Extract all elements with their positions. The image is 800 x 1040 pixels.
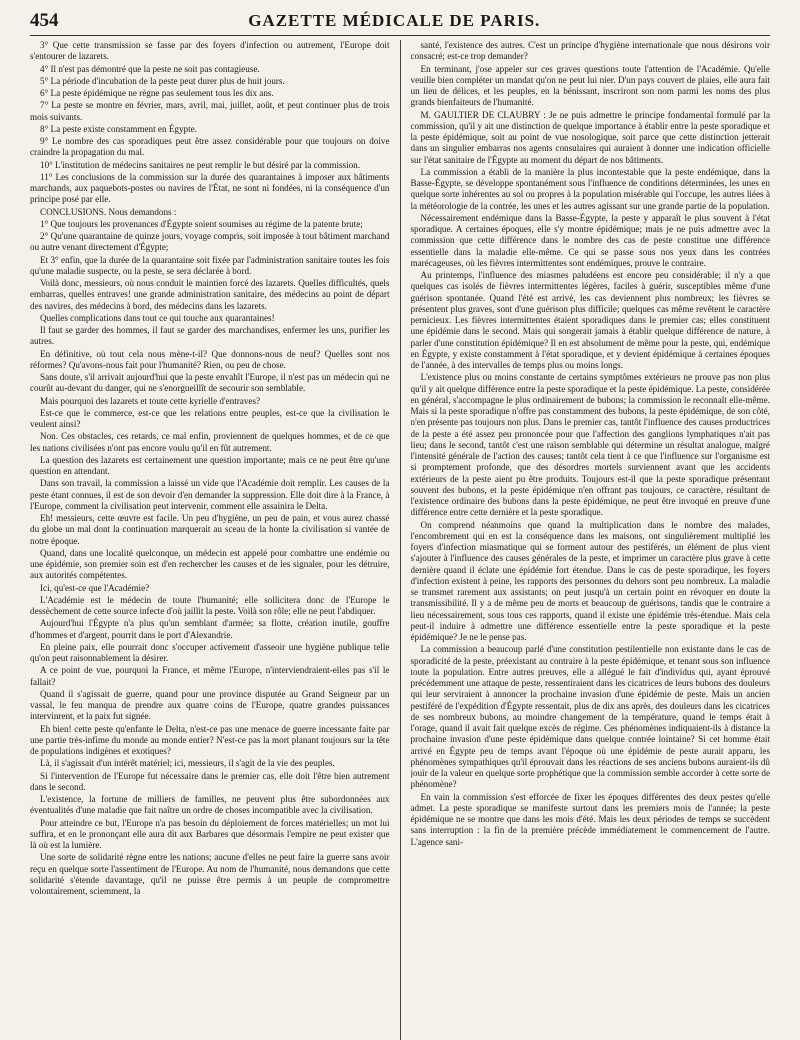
paragraph: Nécessairement endémique dans la Basse-Égypte, la peste y apparaît le plus souvent à l'état sporadique. A certaines époques, elle s'y montre épidémique; mais je ne puis admettre avec la commission que cette différence dans le nombre des cas de peste constitue une différence essentielle dans la maladie elle-même. Ce qui se passe sous nos yeux dans les contrées marécageuses, où les fièvres intermittentes sont endémiques, prouve le contraire. bbox=[410, 212, 770, 268]
paragraph: La commission a établi de la manière la plus incontestable que la peste endémique, dans la Basse-Égypte, se développe spontanément sous l'influence de conditions déterminées, les unes en quelque sorte inhérentes au sol ou propres à la population misérable qui l'occupe, les autres liées à la météorologie de la contrée, les unes et les autres agissant sur une grande partie de la population. bbox=[410, 166, 770, 211]
right-column bbox=[411, 40, 771, 1040]
paragraph: Eh! messieurs, cette œuvre est facile. Un peu d'hygiène, un peu de pain, et vous aurez chassé du globe un mal dont la continuation marquerait au sceau de la honte la civilisation si vantée de notre époque. bbox=[30, 513, 390, 546]
paragraph: 11° Les conclusions de la commission sur la durée des quarantaines à imposer aux bâtiments marchands, aux paquebots-postes ou navires de l'État, ne sont ni fondées, ni la conséquence d'un principe posé par elle. bbox=[30, 171, 390, 205]
paragraph: Sans doute, s'il arrivait aujourd'hui que la peste envahît l'Europe, il n'est pas un médecin qui ne courût au-devant du danger, qui ne s'enorgueillît de secourir son semblable. bbox=[30, 372, 390, 394]
paragraph: Et 3° enfin, que la durée de la quarantaine soit fixée par l'administration sanitaire toutes les fois qu'une maladie suspecte, ou la peste, se sera déclarée à bord. bbox=[30, 254, 390, 276]
paragraph: 5° La période d'incubation de la peste peut durer plus de huit jours. bbox=[40, 75, 285, 86]
paragraph: La commission a beaucoup parlé d'une constitution pestilentielle non existante dans le cas de sporadicité de la peste, préexistant au contraire à la peste épidémique, et tenant sous son influence toute la population. Entre autres preuves, elle a allégué le fait d'individus qui, ayant éprouvé précédemment une attaque de peste, ressentiraient dans les cicatrices de leurs bubons des douleurs qui leur serviraient à annoncer la prochaine invasion d'une épidémie de peste. Mais un ancien pestiféré de l'expédition d'Égypte ressentait, plus de dix ans après, des douleurs dans les cicatrices de ses nombreux bubons, au moindre changement de la température, quand le temps était à l'orage, quand il avait fait quelque excès de régime. Ces phénomènes indiquaient-ils à distance la prochaine invasion d'une peste épidémique dans quelque contrée lointaine? Si cet homme était arrivé en Égypte peu de temps avant l'époque où une épidémie de peste aurait apparu, les phénomènes sympathiques qu'il éprouvait dans les réactions de ses anciens bubons auraient-ils dû jouir de la valeur en quelque sorte prophétique que la commission semble accorder à cette sorte de phénomène? bbox=[410, 644, 770, 790]
text-columns bbox=[30, 40, 770, 1040]
paragraph: Ici, qu'est-ce que l'Académie? bbox=[40, 582, 150, 593]
paragraph: Non. Ces obstacles, ces retards, ce mal enfin, proviennent de quelques hommes, et de ce que les nations civilisées n'ont pas encore voulu qu'il en fût autrement. bbox=[30, 431, 390, 453]
paragraph: Eh bien! cette peste qu'enfante le Delta, n'est-ce pas une menace de guerre incessante faite par une partie très-infime du monde au monde entier? N'est-ce pas la mort planant toujours sur la tête de populations indigènes et exotiques? bbox=[30, 723, 390, 756]
journal-title: GAZETTE MÉDICALE DE PARIS. bbox=[248, 11, 541, 30]
paragraph: L'existence plus ou moins constante de certains symptômes extérieurs ne prouve pas non plus qu'il y ait quelque différence entre la peste sporadique et la peste épidémique. La peste, considérée en général, s'accompagne le plus ordinairement de bubons; la commission le reconnaît elle-même. Mais si la peste sporadique n'offre pas constamment des bubons, la peste épidémique, de son côté, n'en présente pas toujours non plus. Dans le premier cas, tantôt l'influence des causes productrices de la peste a été assez peu prononcée pour que l'affection des ganglions lymphatiques n'ait pas lieu; dans le second, tantôt c'est une raison semblable qui détermine un résultat analogue, malgré l'intensité générale de l'action des causes; tantôt cela tient à ce que l'influence sur l'organisme est si promptement profonde, que des désordres mortels surviennent avant que les accidents extérieurs de la peste aient pu être produits. Toujours est-il que la peste sporadique présentant souvent des bubons, et la peste épidémique n'en offrant pas toujours, ce caractère, résultant de l'existence ordinaire des bubons dans la peste épidémique, ne peut être invoqué en preuve d'une différence entre cette dernière et la peste sporadique. bbox=[410, 372, 770, 518]
paragraph: Aujourd'hui l'Égypte n'a plus qu'un semblant d'armée; sa flotte, création inutile, gouffre d'hommes et d'argent, pourrit dans le port d'Alexandrie. bbox=[30, 618, 390, 640]
page-number: 454 bbox=[30, 10, 59, 31]
page-header bbox=[30, 10, 770, 36]
column-divider bbox=[400, 40, 401, 1040]
paragraph: On comprend néanmoins que quand la multiplication dans le nombre des malades, l'encombrement qui en est la conséquence dans les maisons, ont singulièrement multiplié les foyers d'infection miasmatique qui se forment autour des pestiférés, un élément de plus vient s'ajouter à l'influence des causes générales de la peste, et imprimer un caractère plus grave à cette dernière quand il éclate une épidémie fort étendue. Dans le cas de peste sporadique, les foyers d'infection existent à peine, les rapports des personnes du dehors sont peu nombreux. La maladie se transmet rarement aux assistants; on peut jusqu'à un certain point en révoquer en doute la transmissibilité. Il y a de même peu de morts et beaucoup de guérisons, tandis que le contraire a lieu nécessairement, sous tous ces rapports, quand il existe une épidémie très-étendue. Mais cela peut-il induire à admettre une différence essentielle entre la peste sporadique et la peste épidémique? Je ne le pense pas. bbox=[410, 519, 770, 642]
paragraph: 3° Que cette transmission se fasse par des foyers d'infection ou autrement, l'Europe doit s'entourer de lazarets. bbox=[30, 40, 390, 62]
paragraph: En vain la commission s'est efforcée de fixer les époques différentes des deux pestes qu'elle admet. La peste sporadique se manifeste surtout dans les premiers mois de l'année; la peste épidémique ne se montre que dans les mois d'été. Mais les deux périodes de temps se succèdent sans interruption : la fin de la première précède immédiatement le commencement de l'autre. L'agence sani- bbox=[410, 791, 770, 847]
paragraph: 9° Le nombre des cas sporadiques peut être assez considérable pour que toujours on doive craindre la propagation du mal. bbox=[30, 136, 390, 158]
paragraph: Une sorte de solidarité règne entre les nations; aucune d'elles ne peut faire la guerre sans avoir reçu en quelque sorte l'assentiment de l'Europe. Au nom de l'humanité, nous demandons que cette solidarité s'étende davantage, qu'il ne puisse être permis à un peuple de compromettre volontairement, sciemment, la bbox=[30, 852, 390, 896]
paragraph: 6° La peste épidémique ne règne pas seulement tous les dix ans. bbox=[40, 88, 274, 98]
paragraph: Quand, dans une localité quelconque, un médecin est appelé pour combattre une endémie ou une épidémie, son premier soin est d'en rechercher les causes et de les signaler, pour les détruire, aux autorités compétentes. bbox=[30, 547, 390, 581]
paragraph: Voilà donc, messieurs, où nous conduit le maintien forcé des lazarets. Quelles difficultés, quels embarras, quelles entraves! une grande administration sanitaire, des médecins au point de départ des navires, des médecins à bord, des médecins dans les lazarets. bbox=[30, 278, 390, 311]
paragraph: CONCLUSIONS. Nous demandons : bbox=[40, 206, 177, 217]
paragraph: Quelles complications dans tout ce qui touche aux quarantaines! bbox=[40, 312, 275, 323]
paragraph: santé, l'existence des autres. C'est un principe d'hygiène internationale que nous désirons voir consacré; est-ce trop demander? bbox=[410, 40, 770, 62]
paragraph: 7° La peste se montre en février, mars, avril, mai, juillet, août, et peut continuer plus de trois mois suivants. bbox=[30, 100, 390, 122]
paragraph: M. GAULTIER DE CLAUBRY : Je ne puis admettre le principe fondamental formulé par la commission, qu'il y ait une distinction de quelque importance à établir entre la peste sporadique et la peste épidémique, soit au point de vue nosologique, soit parce que cette distinction jetterait dans un singulier embarras nos agents consulaires qui auraient à donner une indication officielle sur l'état sanitaire de l'Égypte au moment du départ de nos bâtiments. bbox=[410, 109, 770, 165]
paragraph: En définitive, où tout cela nous mène-t-il? Que donnons-nous de neuf? Quelles sont nos réformes? Qu'avons-nous fait pour l'humanité? Rien, ou peu de chose. bbox=[30, 348, 390, 370]
paragraph: 1° Que toujours les provenances d'Égypte soient soumises au régime de la patente brute; bbox=[40, 218, 363, 229]
paragraph: 2° Qu'une quarantaine de quinze jours, voyage compris, soit imposée à tout bâtiment marchand ou autre venant directement d'Égypte; bbox=[30, 231, 390, 253]
paragraph: Dans son travail, la commission a laissé un vide que l'Académie doit remplir. Les causes de la peste étant connues, il est de son devoir d'en demander la suppression. Elle doit dire à la France, à l'Europe, comment la civilisation peut intervenir, comment elle assainira le Delta. bbox=[30, 478, 390, 511]
paragraph: En pleine paix, elle pourrait donc s'occuper activement d'asseoir une hygiène publique telle qu'on peut raisonnablement la désirer. bbox=[30, 641, 390, 663]
paragraph: En terminant, j'ose appeler sur ces graves questions toute l'attention de l'Académie. Qu'elle veuille bien compléter un mandat qu'on ne peut lui nier. D'un pays couvert de plaies, elle aura fait un lieu de délices, et les peuples, en la bénissant, inscriront son nom parmi les noms des plus grands bienfaiteurs de l'humanité. bbox=[410, 63, 770, 108]
paragraph: 10° L'institution de médecins sanitaires ne peut remplir le but désiré par la commission. bbox=[40, 159, 361, 170]
paragraph: 8° La peste existe constamment en Égypte. bbox=[40, 123, 197, 134]
paragraph: Pour atteindre ce but, l'Europe n'a pas besoin du déploiement de forces matérielles; un mot lui suffira, et en le prononçant elle aura dit aux Barbares que désormais l'empire ne peut exister que là où est la lumière. bbox=[30, 817, 390, 850]
paragraph: Au printemps, l'influence des miasmes paludéens est encore peu considérable; il n'y a que quelques cas isolés de fièvres intermittentes légères, faciles à guérir, susceptibles même d'une guérison spontanée. Quand l'été est arrivé, les cas deviennent plus nombreux; les fièvres se présentent plus graves, sont d'une guérison plus difficile; quelques cas même revêtent le caractère pernicieux. Les fièvres intermittentes étaient sporadiques dans le premier cas; elles constituent une épidémie dans le second. Mais qui songerait jamais à établir quelque différence de nature, à parler d'une constitution épidémique? Il en est absolument de même pour la peste, qui, endémique en Égypte, y existe constamment à l'état sporadique, et y devient épidémique à certaines époques de l'année, à des intervalles de temps plus ou moins longs. bbox=[410, 270, 770, 370]
paragraph: La question des lazarets est certainement une question importante; mais ce ne peut être qu'une question en attendant. bbox=[30, 454, 390, 476]
paragraph: 4° Il n'est pas démontré que la peste ne soit pas contagieuse. bbox=[40, 63, 260, 74]
paragraph: Si l'intervention de l'Europe fut nécessaire dans le premier cas, elle doit l'être bien autrement dans le second. bbox=[30, 770, 390, 792]
paragraph: Mais pourquoi des lazarets et toute cette kyrielle d'entraves? bbox=[40, 395, 261, 406]
paragraph: Quand il s'agissait de guerre, quand pour une province disputée au Grand Seigneur par un vassal, le feu manqua de prendre aux quatre coins de l'Europe, quatre grandes puissances intervinrent, et la paix fut signée. bbox=[30, 688, 390, 722]
paragraph: Est-ce que le commerce, est-ce que les relations entre peuples, est-ce que la civilisation le veulent ainsi? bbox=[30, 407, 390, 429]
paragraph: Là, il s'agissait d'un intérêt matériel; ici, messieurs, il s'agit de la vie des peuples. bbox=[40, 758, 335, 769]
paragraph: L'Académie est le médecin de toute l'humanité; elle sollicitera donc de l'Europe le dessèchement de cette source infecte d'où jaillit la peste. Voilà son rôle; elle ne peut l'abdiquer. bbox=[30, 594, 390, 616]
paragraph: L'existence, la fortune de milliers de familles, ne peuvent plus être subordonnées aux éventualités d'une maladie que fait naître un ordre de choses incompatible avec la civilisation. bbox=[30, 794, 390, 816]
paragraph: Il faut se garder des hommes, il faut se garder des marchandises, enfermer les uns, purifier les autres. bbox=[30, 325, 390, 347]
left-column bbox=[30, 40, 390, 1040]
paragraph: A ce point de vue, pourquoi la France, et même l'Europe, n'interviendraient-elles pas s'il le fallait? bbox=[30, 665, 390, 687]
